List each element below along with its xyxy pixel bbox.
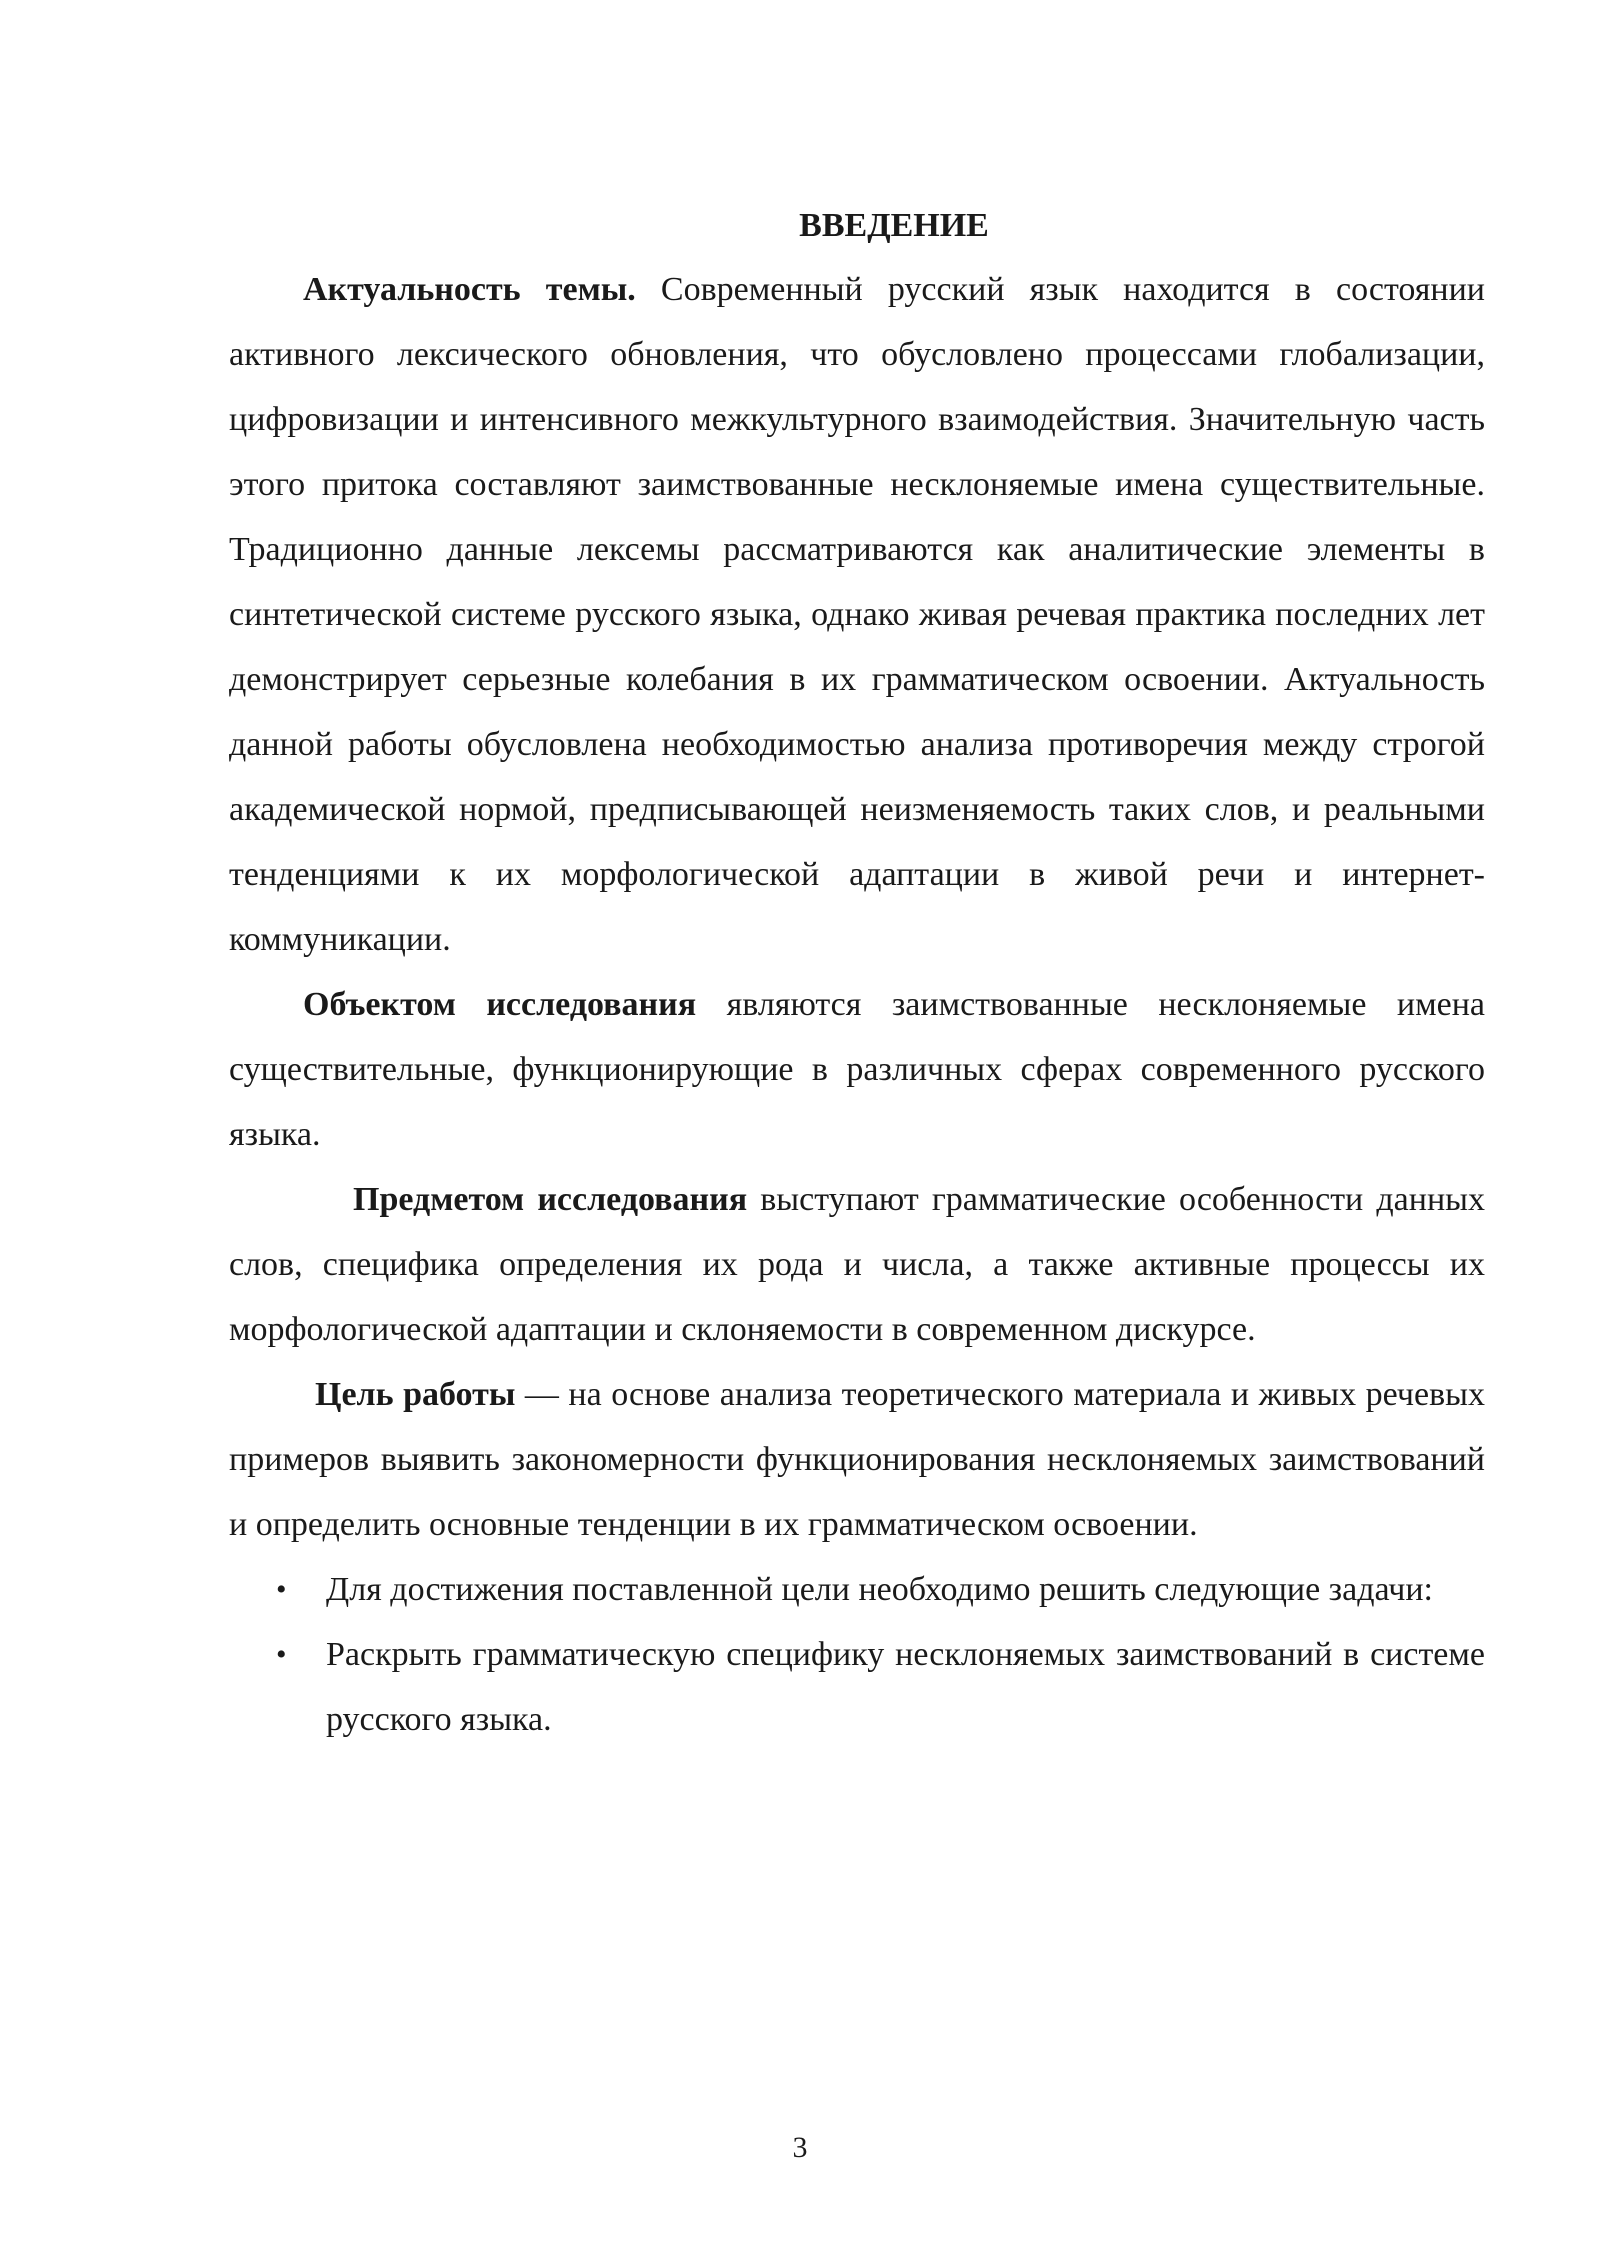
goal-paragraph — [229, 1362, 1485, 1557]
relevance-paragraph — [229, 257, 1485, 972]
page-title: ВВЕДЕНИЕ — [799, 207, 989, 244]
subject-text: выступают грамматические особенности данных слов, специфика определения их рода и числа, а также активные процессы их морфологической адаптации и склоняемости в современном дискурсе. — [229, 1181, 1485, 1348]
list-item — [229, 1622, 1485, 1752]
object-paragraph — [229, 972, 1485, 1167]
page-content — [229, 200, 1485, 1752]
list-item-text: Раскрыть грамматическую специфику несклоняемых заимствований в системе русского языка. — [326, 1636, 1485, 1738]
subject-label: Предметом исследования — [353, 1181, 748, 1218]
list-item — [229, 1557, 1485, 1622]
bullet-icon: • — [276, 1573, 287, 1606]
list-item-text: Для достижения поставленной цели необходимо решить следующие задачи: — [326, 1571, 1433, 1608]
bullet-icon: • — [276, 1638, 287, 1671]
goal-text: — на основе анализа теоретического материала и живых речевых примеров выявить закономерности функционирования несклоняемых заимствований и определить основные тенденции в их грамматическом освоении. — [229, 1376, 1485, 1543]
tasks-list — [229, 1557, 1485, 1752]
object-label: Объектом исследования — [303, 986, 697, 1023]
relevance-text: Современный русский язык находится в состоянии активного лексического обновления, что обусловлено процессами глобализации, цифровизации и интенсивного межкультурного взаимодействия. Значительную часть этого притока составляют заимствованные несклоняемые имена существительные. Традиционно данные лексемы рассматриваются как аналитические элементы в синтетической системе русского языка, однако живая речевая практика последних лет демонстрирует серьезные колебания в их грамматическом освоении. Актуальность данной работы обусловлена необходимостью анализа противоречия между строгой академической нормой, предписывающей неизменяемость таких слов, и реальными тенденциями к их морфологической адаптации в живой речи и интернет-коммуникации. — [229, 271, 1485, 958]
subject-paragraph — [229, 1167, 1485, 1362]
relevance-label: Актуальность темы. — [303, 271, 636, 308]
page-number: 3 — [792, 2131, 808, 2164]
object-text: являются заимствованные несклоняемые имена существительные, функционирующие в различных сферах современного русского языка. — [229, 986, 1485, 1153]
goal-label: Цель работы — [315, 1376, 516, 1413]
